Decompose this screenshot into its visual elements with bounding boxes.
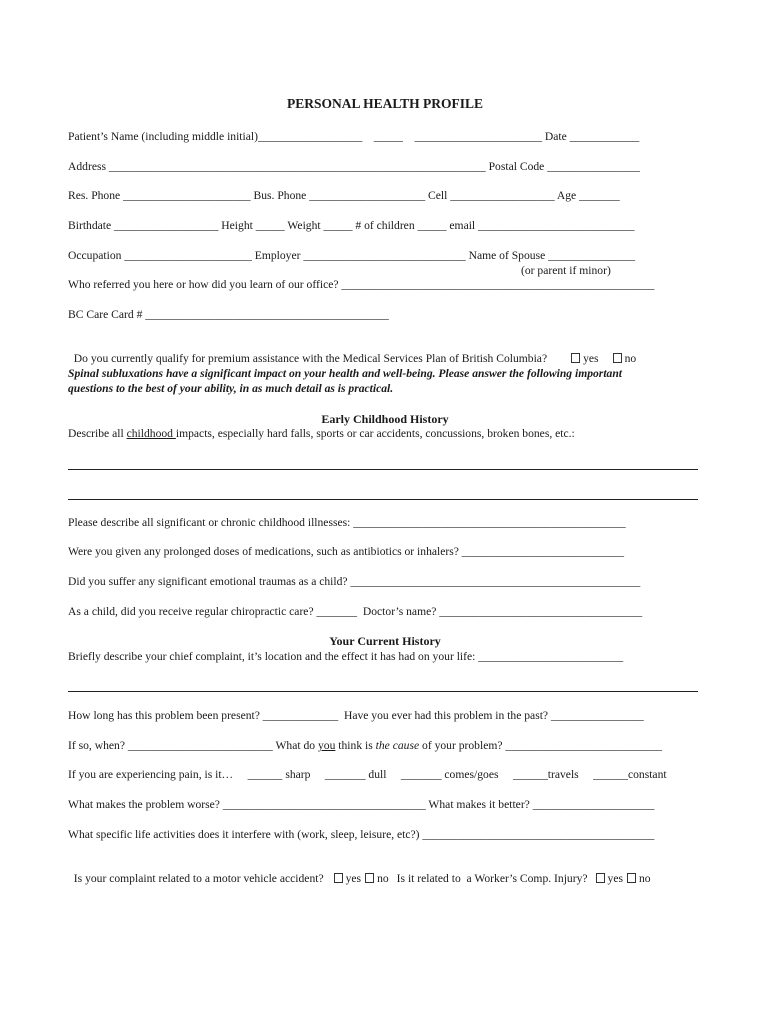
childhood-underlined: childhood: [126, 427, 176, 440]
traumas-line[interactable]: Did you suffer any significant emotional traumas as a child? __________________________________________________: [68, 575, 641, 588]
form-title: PERSONAL HEALTH PROFILE: [286, 96, 484, 111]
birthdate-line[interactable]: Birthdate __________________ Height _____ Weight _____ # of children _____ email ___________________________: [68, 219, 635, 232]
when-pre: If so, when? _________________________ What do: [68, 739, 318, 752]
when-italic: the cause: [375, 739, 420, 752]
workers-no-checkbox[interactable]: [627, 873, 636, 883]
illnesses-line[interactable]: Please describe all significant or chronic childhood illnesses: _______________________________________________: [68, 516, 626, 529]
bc-care-card-line[interactable]: BC Care Card # __________________________________________: [68, 308, 389, 321]
parent-note: (or parent if minor): [521, 264, 611, 277]
pain-line[interactable]: If you are experiencing pain, is it… ______ sharp _______ dull _______ comes/goes ______travels ______constant: [68, 768, 667, 781]
motor-no-label: no: [377, 872, 389, 885]
when-line[interactable]: [68, 739, 662, 753]
how-long-line[interactable]: How long has this problem been present? _____________ Have you ever had this problem in the past? ________________: [68, 709, 644, 722]
phone-line[interactable]: Res. Phone ______________________ Bus. Phone ____________________ Cell __________________ Age _______: [68, 189, 620, 202]
medications-line[interactable]: Were you given any prolonged doses of medications, such as antibiotics or inhalers? ____________________________: [68, 545, 625, 558]
childhood-answer-line-2[interactable]: [68, 499, 698, 500]
chiropractic-line[interactable]: As a child, did you receive regular chiropractic care? _______ Doctor’s name? ___________________________________: [68, 605, 643, 618]
motor-text: Is your complaint related to a motor vehicle accident?: [73, 872, 324, 885]
patient-name-line[interactable]: Patient’s Name (including middle initial)__________________ _____ ______________________ Date ____________: [68, 130, 640, 143]
complaint-answer-line[interactable]: [68, 691, 698, 692]
referred-line[interactable]: Who referred you here or how did you learn of our office? ______________________________________________________: [68, 278, 655, 291]
when-underlined: you: [318, 739, 336, 752]
no-label: no: [624, 352, 637, 365]
workers-no-label: no: [639, 872, 651, 885]
childhood-post: impacts, especially hard falls, sports or car accidents, concussions, broken bones, etc.:: [175, 427, 575, 440]
childhood-pre: Describe all: [68, 427, 127, 440]
when-post: of your problem? ___________________________: [419, 739, 662, 752]
childhood-answer-line-1[interactable]: [68, 469, 698, 470]
occupation-line[interactable]: Occupation ______________________ Employer ____________________________ Name of Spouse _______________: [68, 249, 636, 262]
premium-text: Do you currently qualify for premium assistance with the Medical Services Plan of British Columbia?: [73, 352, 548, 365]
workers-text: Is it related to a Worker’s Comp. Injury?: [396, 872, 588, 885]
when-mid: think is: [335, 739, 376, 752]
motor-yes-label: yes: [345, 872, 362, 885]
premium-yes-checkbox[interactable]: [571, 353, 580, 363]
motor-no-checkbox[interactable]: [365, 873, 374, 883]
workers-yes-checkbox[interactable]: [596, 873, 605, 883]
intro-text-1: Spinal subluxations have a significant impact on your health and well-being. Please answer the following important: [68, 367, 623, 380]
childhood-impacts-question: [68, 427, 575, 441]
activities-line[interactable]: What specific life activities does it interfere with (work, sleep, leisure, etc?) ________________________________________: [68, 828, 655, 841]
intro-text-2: questions to the best of your ability, in as much detail as is practical.: [68, 382, 394, 395]
workers-yes-label: yes: [607, 872, 623, 885]
motor-yes-checkbox[interactable]: [334, 873, 343, 883]
premium-question: [68, 338, 636, 366]
address-line[interactable]: Address _________________________________________________________________ Postal Code ________________: [68, 160, 640, 173]
complaint-line[interactable]: Briefly describe your chief complaint, it’s location and the effect it has had on your life: _________________________: [68, 650, 624, 663]
motor-vehicle-question: [68, 858, 651, 886]
worse-line[interactable]: What makes the problem worse? ___________________________________ What makes it better? _____________________: [68, 798, 655, 811]
premium-no-checkbox[interactable]: [613, 353, 622, 363]
yes-label: yes: [583, 352, 599, 365]
early-childhood-heading: Early Childhood History: [321, 412, 449, 426]
current-history-heading: Your Current History: [329, 634, 441, 648]
